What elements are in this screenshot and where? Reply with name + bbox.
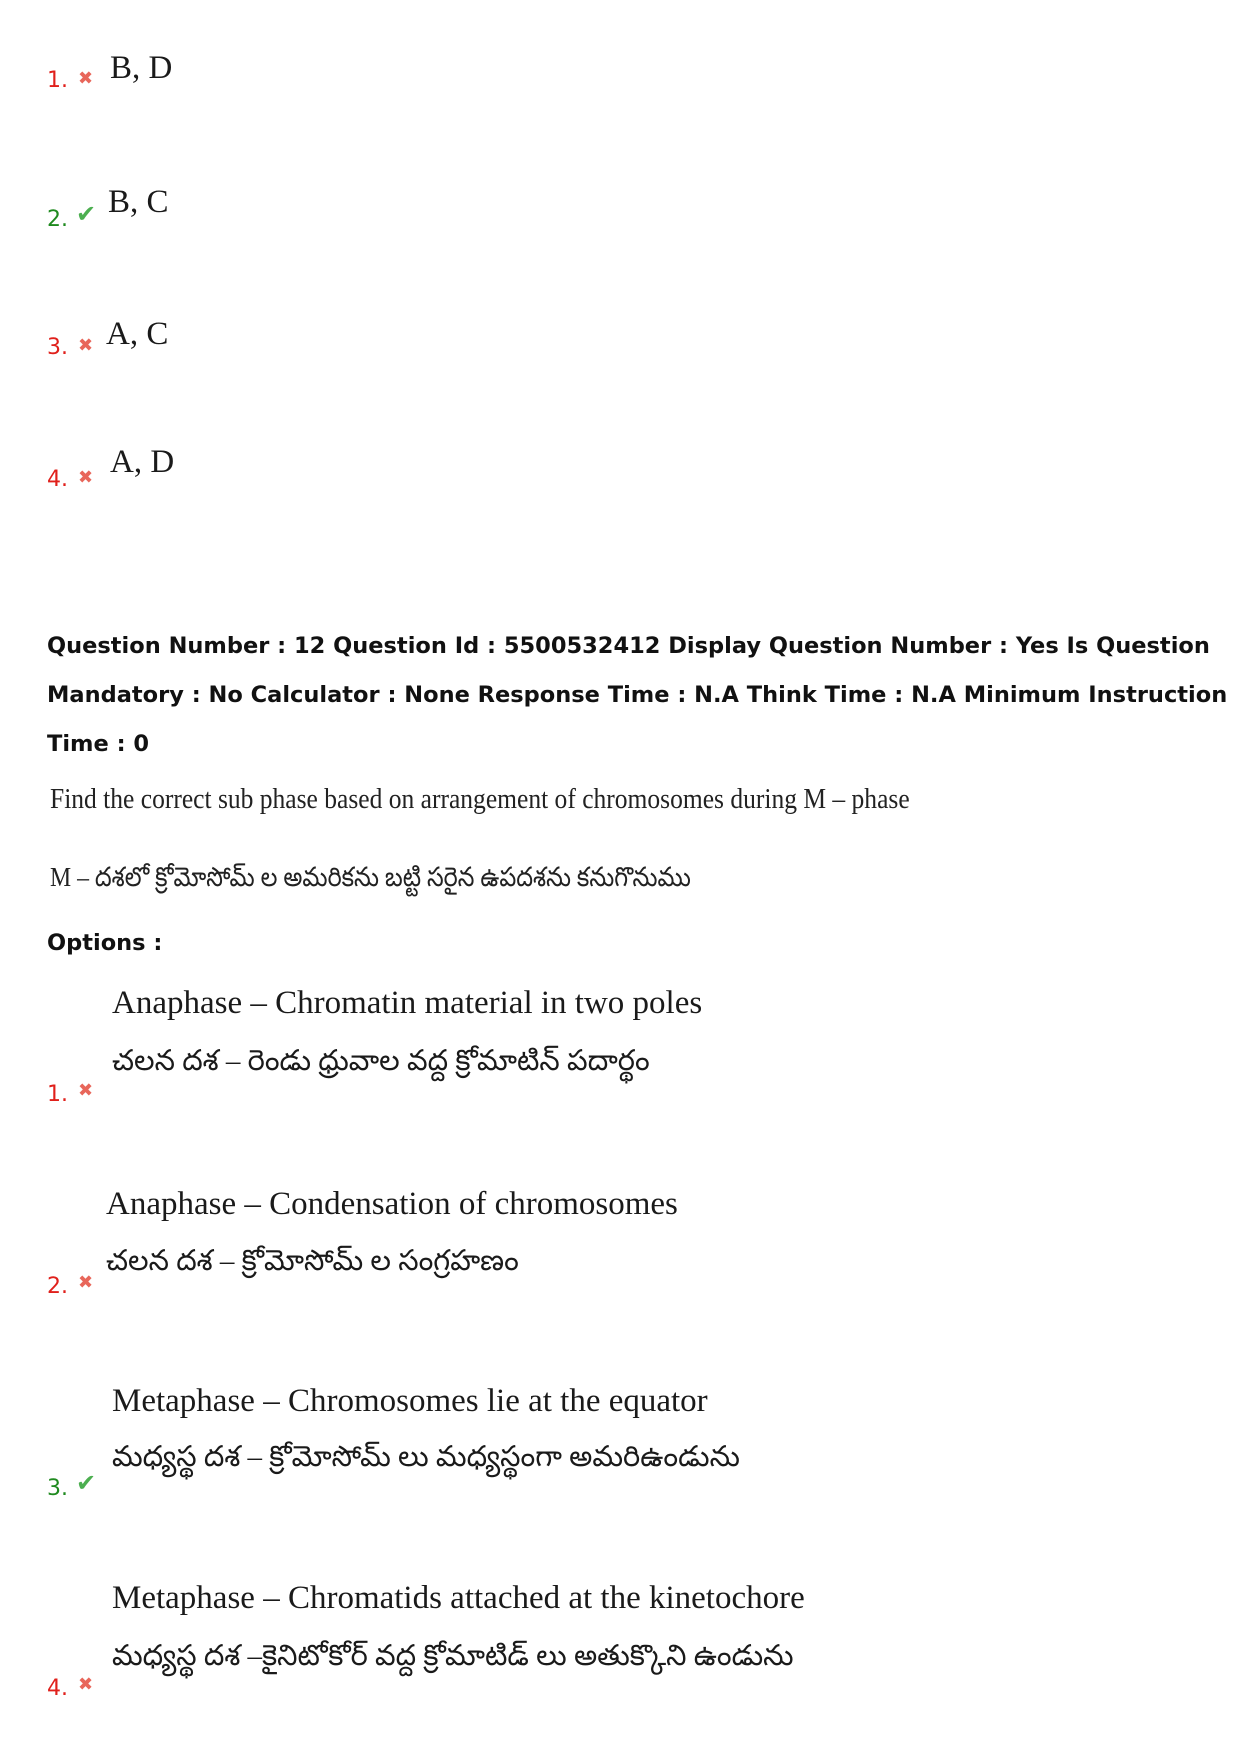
option-number: 3. — [47, 1476, 68, 1501]
option-text-english: Metaphase – Chromosomes lie at the equator — [112, 1383, 708, 1419]
option-text-english: Metaphase – Chromatids attached at the kinetochore — [112, 1580, 805, 1616]
option-number: 2. — [47, 207, 68, 232]
cross-icon: ✖ — [78, 68, 94, 88]
option-text-english: Anaphase – Condensation of chromosomes — [106, 1186, 678, 1222]
option-number: 3. — [47, 335, 68, 360]
question-text-english: Find the correct sub phase based on arrangement of chromosomes during M – phase — [50, 783, 910, 815]
option-text-english: Anaphase – Chromatin material in two poles — [112, 985, 703, 1021]
question-meta: Mandatory : No Calculator : None Response Time : N.A Think Time : N.A Minimum Instruction — [47, 682, 1228, 708]
question-text-telugu: M – దశలో క్రోమోసోమ్ ల అమరికను బట్టి సరైన ఉపదశను కనుగొనుము — [50, 862, 691, 892]
option-text: A, D — [110, 444, 175, 480]
cross-icon: ✖ — [78, 1080, 94, 1100]
cross-icon: ✖ — [78, 1272, 94, 1292]
option-number: 1. — [47, 1082, 68, 1107]
option-text-telugu: మధ్యస్థ దశ – క్రోమోసోమ్ లు మధ్యస్థంగా అమరిఉండును — [112, 1441, 740, 1473]
option-text: A, C — [106, 316, 169, 352]
option-text: B, D — [110, 50, 173, 86]
option-number: 4. — [47, 1676, 68, 1701]
options-label: Options : — [47, 930, 163, 956]
option-text-telugu: చలన దశ – రెండు ధ్రువాల వద్ద క్రోమాటిన్ పదార్థం — [112, 1045, 650, 1077]
cross-icon: ✖ — [78, 335, 94, 355]
option-text-telugu: మధ్యస్థ దశ –కైనిటోకోర్ వద్ద క్రోమాటిడ్ లు అతుక్కొని ఉండును — [112, 1640, 794, 1672]
question-meta: Time : 0 — [47, 731, 150, 757]
option-number: 2. — [47, 1274, 68, 1299]
cross-icon: ✖ — [78, 467, 94, 487]
option-number: 1. — [47, 68, 68, 93]
check-icon: ✔ — [76, 1470, 97, 1497]
option-number: 4. — [47, 467, 68, 492]
option-text-telugu: చలన దశ – క్రోమోసోమ్ ల సంగ్రహణం — [106, 1245, 519, 1277]
cross-icon: ✖ — [78, 1674, 94, 1694]
check-icon: ✔ — [76, 201, 97, 228]
option-text: B, C — [108, 184, 169, 220]
question-meta: Question Number : 12 Question Id : 5500532412 Display Question Number : Yes Is Question — [47, 633, 1210, 659]
